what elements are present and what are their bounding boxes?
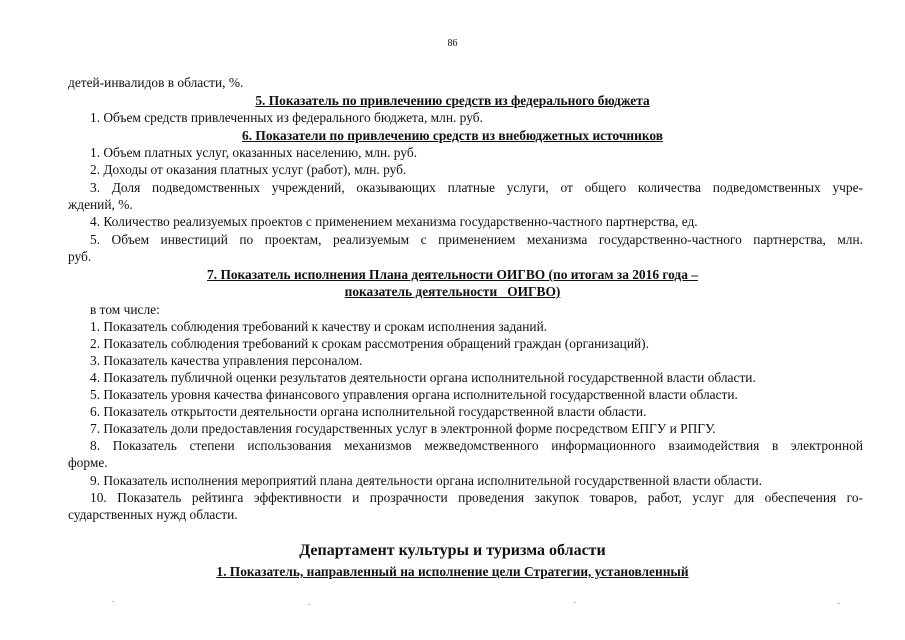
sec5-item-1: 1. Объем средств привлеченных из федерального бюджета, млн. руб. (90, 110, 483, 125)
sec7-item-2: 2. Показатель соблюдения требований к срокам рассмотрения обращений граждан (организаций). (90, 336, 649, 351)
section-7-heading-line-1: 7. Показатель исполнения Плана деятельности ОИГВО (по итогам за 2016 года – (207, 267, 698, 282)
sec7-item-9: 9. Показатель исполнения мероприятий плана деятельности органа исполнительной государственной власти области. (90, 473, 763, 488)
sec7-item-10-line-1: 10. Показатель рейтинга эффективности и прозрачности проведения закупок товаров, работ, услуг для обеспечения го- (90, 490, 863, 505)
sec7-item-7: 7. Показатель доли предоставления государственных услуг в электронной форме посредством ЕПГУ и РПГУ. (90, 421, 716, 436)
section-6-heading: 6. Показатели по привлечению средств из внебюджетных источников (242, 128, 663, 143)
scan-speck (838, 603, 840, 604)
section-7-heading-line-2: показатель деятельности ОИГВО) (344, 284, 561, 299)
scan-speck (308, 604, 310, 605)
sec7-item-6: 6. Показатель открытости деятельности органа исполнительной государственной власти области. (90, 404, 647, 419)
sec7-item-5: 5. Показатель уровня качества финансового управления органа исполнительной государственной власти области. (90, 387, 738, 402)
sec7-including: в том числе: (90, 302, 160, 317)
section-5-heading: 5. Показатель по привлечению средств из федерального бюджета (255, 93, 650, 108)
intro-line: детей-инвалидов в области, %. (68, 75, 244, 90)
scan-speck (112, 601, 114, 602)
sec7-item-10-line-2: сударственных нужд области. (68, 507, 238, 522)
sec7-item-3: 3. Показатель качества управления персоналом. (90, 353, 363, 368)
sec6-item-4: 4. Количество реализуемых проектов с применением механизма государственно-частного партнерства, ед. (90, 214, 698, 229)
sec6-item-3-line-1: 3. Доля подведомственных учреждений, оказывающих платные услуги, от общего количества подведомственных учре- (90, 180, 863, 195)
department-title: Департамент культуры и туризма области (299, 542, 606, 559)
department-subtitle: 1. Показатель, направленный на исполнение цели Стратегии, установленный (216, 564, 689, 579)
sec6-item-3-line-2: ждений, %. (68, 197, 133, 212)
sec7-item-1: 1. Показатель соблюдения требований к качеству и срокам исполнения заданий. (90, 319, 548, 334)
sec6-item-1: 1. Объем платных услуг, оказанных населению, млн. руб. (90, 145, 418, 160)
sec6-item-2: 2. Доходы от оказания платных услуг (работ), млн. руб. (90, 162, 407, 177)
sec7-item-4: 4. Показатель публичной оценки результатов деятельности органа исполнительной государственной власти области. (90, 370, 756, 385)
sec6-item-5-line-2: руб. (68, 249, 92, 264)
sec7-item-8-line-2: форме. (68, 455, 108, 470)
scan-speck (574, 602, 576, 603)
sec6-item-5-line-1: 5. Объем инвестиций по проектам, реализуемым с применением механизма государственно-частного партнерства, млн. (90, 232, 863, 247)
sec7-item-8-line-1: 8. Показатель степени использования механизмов межведомственного информационного взаимодействия в электронной (90, 438, 863, 453)
page-number: 86 (447, 38, 458, 49)
